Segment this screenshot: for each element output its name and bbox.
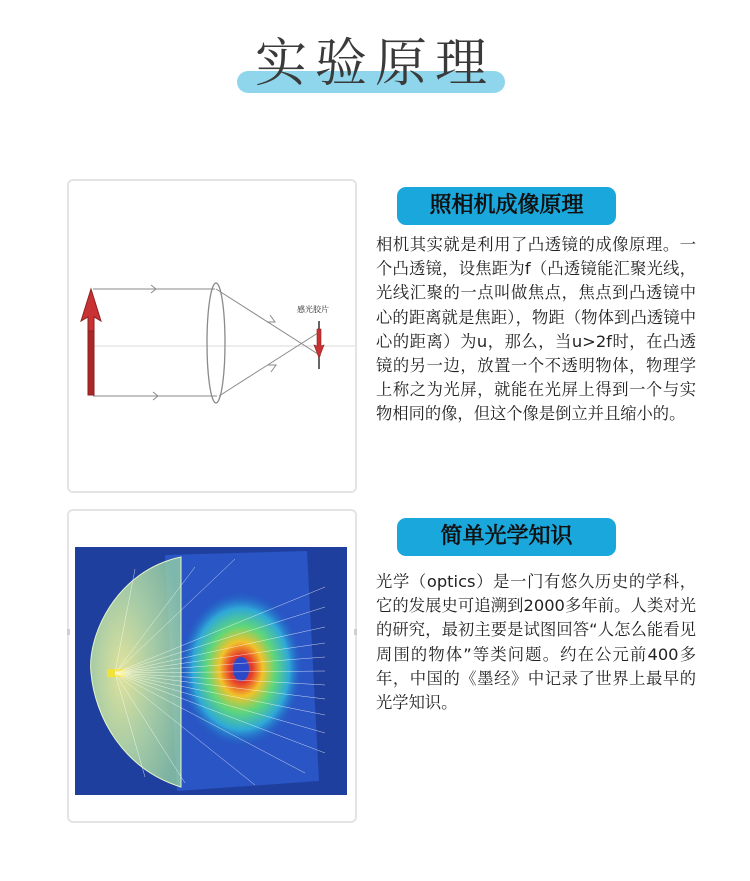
convex-lens — [207, 283, 225, 403]
camera-optics-figure-frame — [67, 179, 357, 493]
refracted-ray-arrowhead-2 — [268, 365, 276, 372]
film-label: 感光胶片 — [297, 305, 329, 314]
refracted-ray-arrowhead — [267, 315, 275, 322]
page-header — [0, 30, 750, 100]
section-heading-optics: 简单光学知识 — [397, 518, 616, 556]
image-arrow — [314, 329, 324, 358]
section-body-optics: 光学（optics）是一门有悠久历史的学科，它的发展史可追溯到2000多年前。人类对光的研究，最初主要是试图回答“人怎么能看见周围的物体”等类问题。约在公元前400多年，中国的《墨经》中记录了世界上最早的光学知识。 — [376, 572, 696, 713]
sim-intensity-core — [233, 657, 249, 681]
object-arrow — [81, 289, 101, 395]
convex-lens-diagram — [69, 181, 355, 491]
section-body-camera: 相机其实就是利用了凸透镜的成像原理。一个凸透镜，设焦距为f（凸透镜能汇聚光线，光线汇聚的一点叫做焦点，焦点到凸透镜中心的距离就是焦距），物距（物体到凸透镜中心的距离）为u，那么，当u>2f时，在凸透镜的另一边，放置一个不透明物体，物理学上称之为光屏，就能在光屏上得到一个与实物相同的像，但这个像是倒立并且缩小的。 — [376, 235, 696, 424]
frame-edge-mark-right — [354, 629, 357, 635]
section-heading-camera: 照相机成像原理 — [397, 187, 616, 225]
page-title: 实验原理 — [254, 34, 495, 94]
light-ray-simulation-image — [75, 547, 347, 795]
light-simulation-figure-frame — [67, 509, 357, 823]
refracted-ray-bottom — [219, 331, 321, 396]
frame-edge-mark-left — [67, 629, 70, 635]
